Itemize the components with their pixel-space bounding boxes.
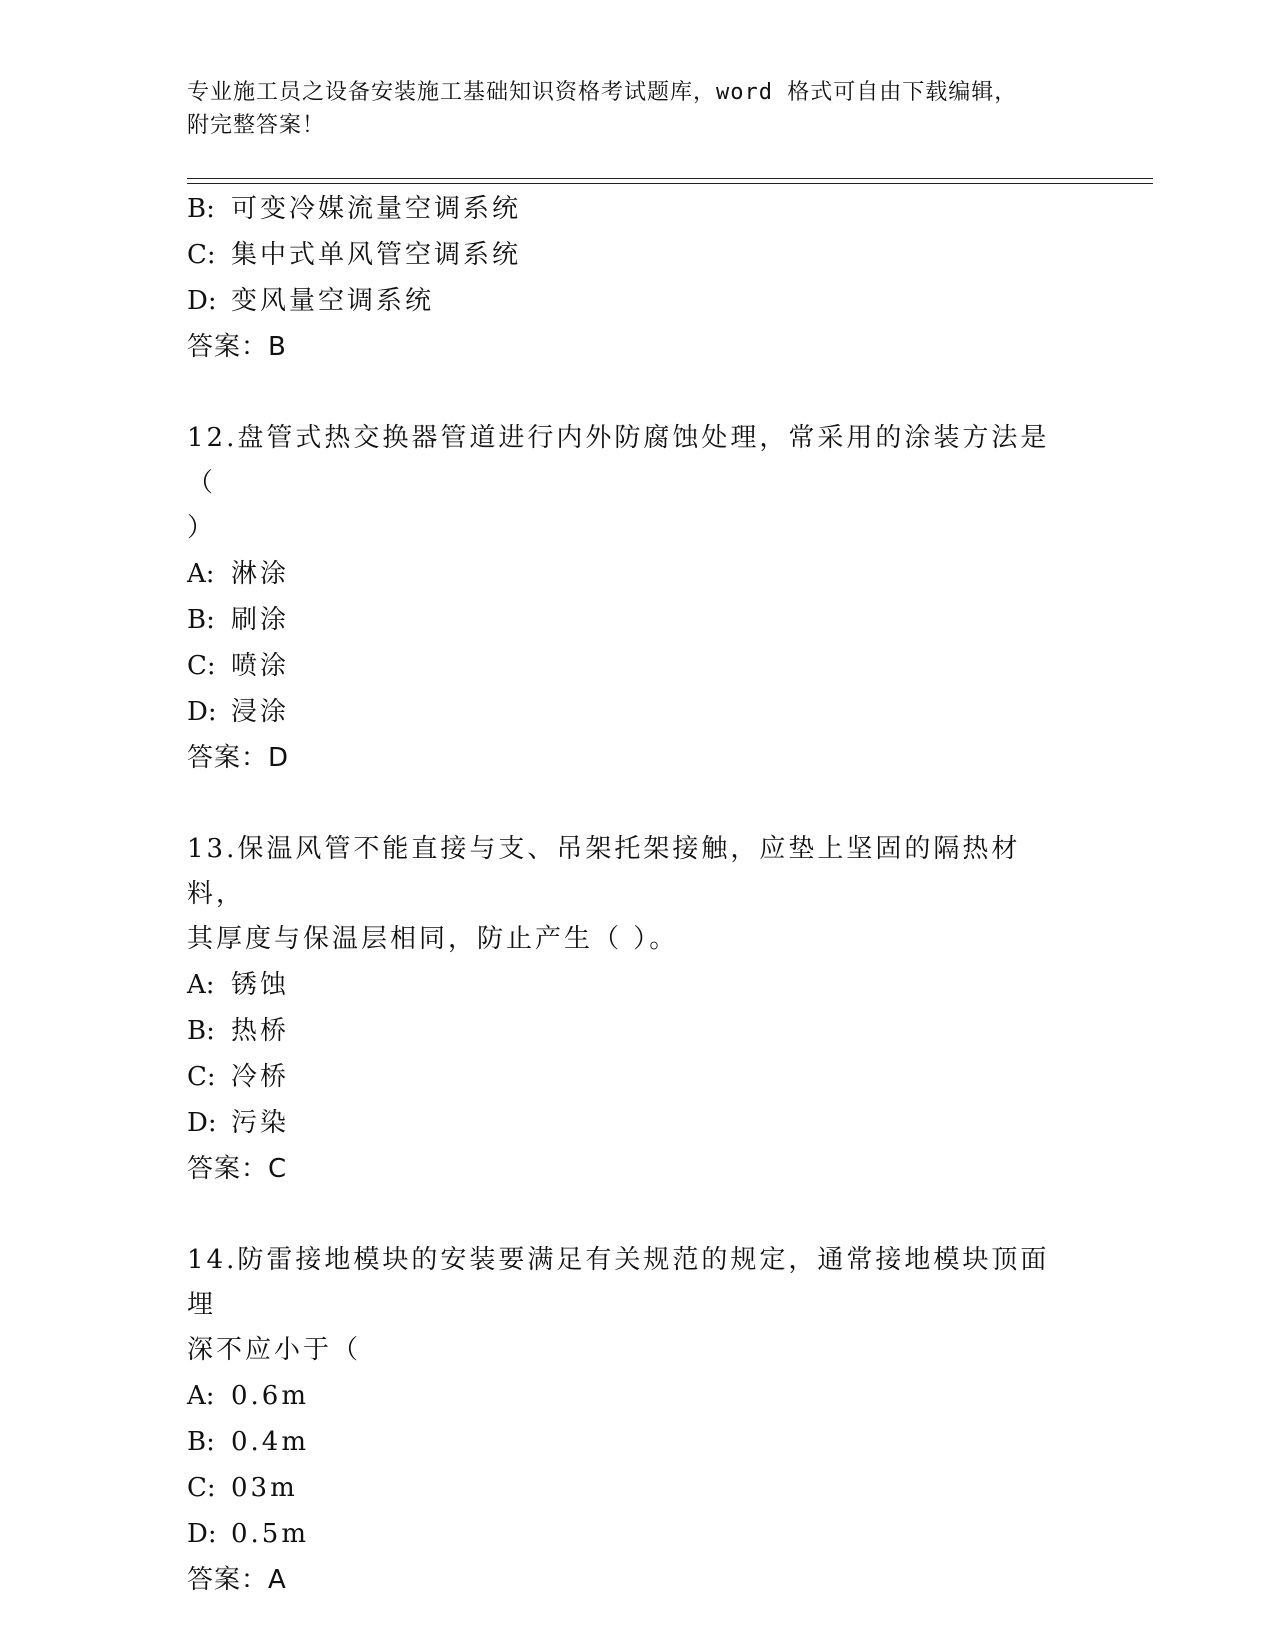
option-text: 03m bbox=[231, 1473, 298, 1503]
spacer bbox=[187, 370, 1087, 416]
question-stem bbox=[187, 416, 1077, 551]
option-text: 刷涂 bbox=[231, 605, 290, 635]
option-d bbox=[187, 1511, 1087, 1557]
header-line-2: 附完整答案！ bbox=[187, 113, 326, 138]
option-text: 冷桥 bbox=[231, 1062, 290, 1092]
option-b bbox=[187, 597, 1087, 643]
option-text: 喷涂 bbox=[231, 651, 290, 681]
question-stem-line-1: 13.保温风管不能直接与支、吊架托架接触，应垫上坚固的隔热材料， bbox=[187, 834, 1021, 909]
option-letter: C: bbox=[187, 651, 216, 681]
question-stem-line-1: 14.防雷接地模块的安装要满足有关规范的规定，通常接地模块顶面埋 bbox=[187, 1245, 1050, 1320]
option-c bbox=[187, 1465, 1087, 1511]
option-b bbox=[187, 1008, 1087, 1054]
option-text: 淋涂 bbox=[231, 559, 290, 589]
option-c bbox=[187, 643, 1087, 689]
option-text: 浸涂 bbox=[231, 697, 290, 727]
question-11-block bbox=[187, 186, 1087, 370]
option-letter: B: bbox=[187, 1427, 215, 1457]
option-text: 可变冷媒流量空调系统 bbox=[231, 194, 522, 224]
question-stem bbox=[187, 827, 1077, 962]
option-letter: B: bbox=[187, 1016, 215, 1046]
question-12-block bbox=[187, 416, 1087, 781]
option-text: 污染 bbox=[231, 1108, 290, 1138]
option-letter: D: bbox=[187, 1108, 217, 1138]
question-list bbox=[187, 186, 1087, 1603]
option-text: 0.4m bbox=[231, 1427, 310, 1457]
option-d bbox=[187, 278, 1087, 324]
spacer bbox=[187, 781, 1087, 827]
option-letter: B: bbox=[187, 194, 215, 224]
header-double-rule bbox=[187, 178, 1153, 184]
header-line-1: 专业施工员之设备安装施工基础知识资格考试题库，word 格式可自由下载编辑， bbox=[187, 80, 1018, 105]
answer-line: 答案：A bbox=[187, 1565, 287, 1595]
option-letter: A: bbox=[187, 1381, 215, 1411]
option-letter: D: bbox=[187, 697, 217, 727]
option-text: 热桥 bbox=[231, 1016, 290, 1046]
option-a bbox=[187, 551, 1087, 597]
option-d bbox=[187, 689, 1087, 735]
document-header bbox=[187, 76, 1067, 142]
option-letter: C: bbox=[187, 1473, 216, 1503]
option-c bbox=[187, 1054, 1087, 1100]
option-letter: A: bbox=[187, 970, 215, 1000]
option-a bbox=[187, 962, 1087, 1008]
option-b bbox=[187, 186, 1087, 232]
option-letter: D: bbox=[187, 286, 217, 316]
option-text: 变风量空调系统 bbox=[231, 286, 435, 316]
question-stem-line-2: ） bbox=[187, 513, 217, 543]
question-stem-line-1: 12.盘管式热交换器管道进行内外防腐蚀处理，常采用的涂装方法是（ bbox=[187, 423, 1050, 498]
question-stem-line-2: 其厚度与保温层相同，防止产生（ ）。 bbox=[187, 924, 679, 954]
option-b bbox=[187, 1419, 1087, 1465]
option-letter: D: bbox=[187, 1519, 217, 1549]
spacer bbox=[187, 1192, 1087, 1238]
answer-line: 答案：D bbox=[187, 743, 290, 773]
option-text: 锈蚀 bbox=[231, 970, 290, 1000]
question-14-block bbox=[187, 1238, 1087, 1603]
option-d bbox=[187, 1100, 1087, 1146]
option-letter: C: bbox=[187, 1062, 216, 1092]
answer-line: 答案：C bbox=[187, 1154, 288, 1184]
option-letter: A: bbox=[187, 559, 215, 589]
option-text: 0.5m bbox=[231, 1519, 310, 1549]
answer-line: 答案：B bbox=[187, 332, 287, 362]
option-c bbox=[187, 232, 1087, 278]
question-13-block bbox=[187, 827, 1087, 1192]
question-stem bbox=[187, 1238, 1077, 1373]
question-stem-line-2: 深不应小于（ bbox=[187, 1335, 362, 1365]
option-a bbox=[187, 1373, 1087, 1419]
option-letter: B: bbox=[187, 605, 215, 635]
option-text: 集中式单风管空调系统 bbox=[231, 240, 522, 270]
option-text: 0.6m bbox=[231, 1381, 310, 1411]
option-letter: C: bbox=[187, 240, 216, 270]
